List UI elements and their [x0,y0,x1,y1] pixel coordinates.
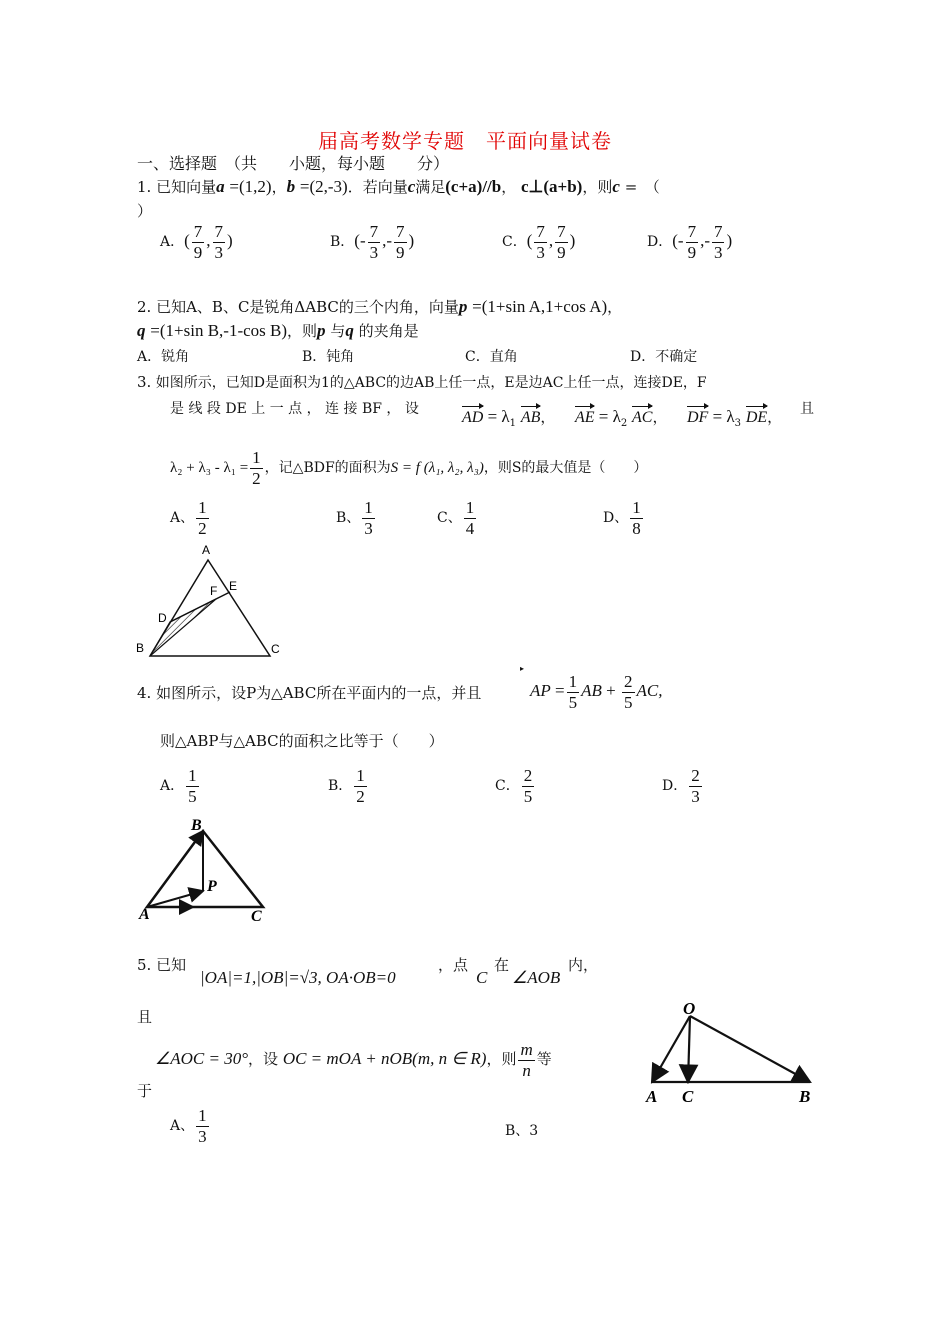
page-title: 届高考数学专题 平面向量试卷 [318,129,612,153]
fraction [689,766,702,806]
q1-satisfy: 满足 [415,178,446,196]
vector-ab [147,831,203,907]
denominator: 3 [364,518,373,538]
fraction [354,766,367,806]
label-b: B [191,817,202,834]
fraction [686,222,699,262]
q5-in: 在 [494,956,510,974]
question-1: 1. 已知向量a =(1,2)，b =(2,-3)．若向量c满足(c+a)//b， c⊥(a+b)，则c = （ [137,177,660,196]
fraction [362,498,375,538]
fraction [522,766,535,806]
numerator: 7 [369,222,379,241]
q5-line3 [155,1040,552,1080]
hatched-region [150,599,216,656]
q2-line2: q =(1+sin B,-1-cos B)，则p 与q 的夹角是 [137,321,419,340]
label-f: F [210,584,218,598]
q3-ask: ，则S的最大值是（ ） [483,460,648,477]
q3-and: 且 [800,401,814,417]
question-2: 2. 已知A、B、C是锐角ΔABC的三个内角，向量p =(1+sin A,1+cos A)， [137,297,623,316]
small-arrow-icon: ▸ [520,664,525,673]
fraction [712,222,725,262]
label-o: O [683,1000,696,1018]
q4-option-b[interactable] [328,766,369,806]
vector-df: DF [687,409,709,426]
section-heading: 一、选择题 （共 小题，每小题 分） [137,154,450,173]
option-label: D． [647,234,673,251]
question-number: 4. [137,684,152,702]
denominator: n [522,1060,531,1080]
option-label: D． [662,778,688,795]
q1-a-value: =(1,2) [229,177,272,196]
q3-option-b[interactable] [336,498,377,538]
vector-ob [690,1016,810,1082]
numerator: 1 [188,766,197,785]
fraction [555,222,568,262]
vector-oa [652,1016,690,1082]
q3-vectors: AD = $\lambda_1$ AB， AE = $\lambda_2$ AC， DF = $\lambda_3$ DE， [462,407,783,429]
q3-line2 [170,398,419,418]
option-label: A、 [170,1118,195,1135]
fraction [394,222,407,262]
q3-func: S = f (λ₁, λ₂, λ₃) [390,460,484,477]
question-number: 2. [137,298,152,316]
fraction [368,222,381,262]
vector-ac: AC [631,409,653,426]
denominator: 5 [188,786,197,806]
q1-option-a[interactable]: A．( $\frac{7}{9}$ , $\frac{7}{3}$ ) [160,222,233,262]
denominator: 9 [396,242,405,262]
q3-text-line2: 是 线 段 DE 上 一 点 ， 连 接 BF ， 设 [170,401,419,417]
q2-option-d[interactable]: D．不确定 [630,349,698,365]
label-a: A [646,1087,658,1106]
q1-cond2: c⊥(a+b) [521,177,583,196]
question-4 [137,682,481,703]
label-b: B [799,1087,811,1106]
q2-end: 的夹角是 [358,322,419,340]
q4-option-c[interactable] [495,766,536,806]
denominator: 3 [198,1126,207,1146]
vector-ap [147,891,203,907]
triangle-figure-q4 [135,815,275,925]
q2-option-b[interactable]: B．钝角 [302,349,355,365]
q5-angle-aoc: ∠AOC = 30° [155,1049,249,1069]
vector-oc [688,1016,690,1082]
q4-text-line1: 如图所示，设P为△ABC所在平面内的一点，并且 [156,684,482,702]
numerator: 1 [465,498,475,517]
numerator: 2 [523,766,533,785]
q5-eq: 等 [536,1050,552,1069]
denominator: 3 [369,242,379,262]
q5-and: 且 [137,1008,153,1026]
q5-c: C [476,968,488,987]
question-number: 5. [137,956,152,974]
option-label: C、 [437,510,462,527]
q2-and: 与 [330,322,346,340]
numerator: 1 [198,498,207,517]
fraction [186,766,199,806]
fraction [196,1106,209,1146]
option-label: C． [495,778,520,795]
q5-point: ，点 [438,956,469,974]
q5-expression: OC = mOA + nOB(m, n ∈ R) [282,1049,487,1069]
option-label: B、 [336,510,361,527]
option-label: D、 [603,510,629,527]
label-e: E [229,579,238,593]
question-number: 1. [137,178,152,196]
fraction [534,222,547,262]
triangle-figure-q5 [640,1000,820,1110]
q1-ask: = （ [624,178,660,196]
q1-text: 已知向量 [156,178,217,196]
q1-then: ，则 [582,178,613,196]
q3-option-a[interactable] [170,498,211,538]
q4-option-a[interactable] [160,766,201,806]
numerator: 2 [691,766,700,785]
option-label: C． [502,234,527,251]
denominator: 2 [356,786,365,806]
label-c: C [251,908,262,925]
numerator: 7 [396,222,405,241]
denominator: 4 [465,518,475,538]
denominator: 3 [713,242,723,262]
q4-option-d[interactable] [662,766,704,806]
q2-text: 已知A、B、C是锐角ΔABC的三个内角，向量 [156,298,459,316]
q4-equation: AP = $\frac{1}{5}$ AB + $\frac{2}{5}$ AC, [530,672,663,712]
fraction [630,498,643,538]
fraction [250,448,263,488]
denominator: 3 [214,242,224,262]
q1-mid: ．若向量 [347,178,408,196]
label-p: P [207,878,217,895]
q1-option-b[interactable]: B．(- $\frac{7}{3}$ ,- $\frac{7}{9}$ ) [330,222,415,262]
q5-set: ，设 [248,1050,279,1069]
fraction [196,498,209,538]
triangle-abc [150,560,270,656]
option-label: A． [160,234,185,251]
q3-condition: λ₂ + λ₃ - λ₁ = [170,460,249,477]
fraction [192,222,205,262]
label-d: D [158,611,167,625]
vector-ab: AB [520,409,541,426]
denominator: 8 [632,518,641,538]
question-5 [137,954,186,975]
q2-then: ，则 [287,322,318,340]
numerator: 1 [364,498,373,517]
numerator: 7 [193,222,203,241]
q5-eq2: 于 [137,1082,153,1100]
denominator: 3 [536,242,545,262]
question-3 [137,372,707,392]
q1-option-d[interactable]: D．(- $\frac{7}{9}$ ,- $\frac{7}{3}$ ) [647,222,733,262]
numerator: m [520,1040,533,1059]
q3-rest: ，记△BDF的面积为 [264,460,391,477]
q3-option-d[interactable] [603,498,645,538]
q5-angle: ∠AOB [512,968,561,987]
numerator: 7 [713,222,723,241]
option-label: B． [328,778,353,795]
denominator: 3 [691,786,700,806]
q5-prefix: 已知 [156,956,187,974]
denominator: 5 [523,786,533,806]
label-b: B [136,641,145,655]
q5-option-a[interactable] [170,1106,211,1146]
q5-condition: |OA|=1,|OB|=√3, OA·OB=0 [200,968,396,987]
q2-option-c[interactable]: C．直角 [465,349,518,365]
numerator: 7 [214,222,224,241]
vector-de: DE [745,409,768,426]
label-a: A [139,906,150,923]
q1-option-c[interactable]: C．( $\frac{7}{3}$ , $\frac{7}{9}$ ) [502,222,576,262]
fraction [518,1040,534,1080]
question-number: 3. [137,373,152,391]
q3-option-c[interactable] [437,498,478,538]
numerator: 1 [252,448,261,467]
denominator: 2 [252,468,261,488]
option-label: A、 [170,510,195,527]
triangle-figure-q3 [130,540,290,665]
q5-then: ，则 [486,1050,517,1069]
numerator: 7 [557,222,566,241]
denominator: 9 [557,242,566,262]
denominator: 2 [198,518,207,538]
triangle-abc [147,831,263,907]
option-label: B． [330,234,355,251]
fraction [464,498,477,538]
q3-text-line1: 如图所示，已知D是面积为1的△ABC的边AB上任一点，E是边AC上任一点，连接DE，F [155,375,707,391]
q4-text-line2: 则△ABP与△ABC的面积之比等于（ ） [160,732,444,750]
q5-option-b[interactable]: B、3 [505,1123,539,1139]
vector-ad: AD [462,409,484,426]
numerator: 1 [198,1106,207,1125]
q2-p-value: =(1+sin A,1+cos A) [472,297,608,316]
denominator: 9 [193,242,203,262]
q5-inside: 内， [568,956,599,974]
option-label: A． [160,778,185,795]
q1-close: ） [137,202,153,220]
numerator: 7 [687,222,697,241]
q2-option-a[interactable]: A．锐角 [137,349,190,365]
label-a: A [202,543,211,557]
q1-cond1: (c+a)//b [445,177,502,196]
numerator: 1 [632,498,641,517]
denominator: 9 [687,242,697,262]
label-c: C [682,1087,694,1106]
label-c: C [271,642,280,656]
q2-q-value: =(1+sin B,-1-cos B) [150,321,288,340]
numerator: 7 [536,222,545,241]
numerator: 1 [356,766,365,785]
vector-ae: AE [574,409,595,426]
q3-line3 [170,448,647,488]
fraction [213,222,226,262]
q1-b-value: =(2,-3) [299,177,348,196]
